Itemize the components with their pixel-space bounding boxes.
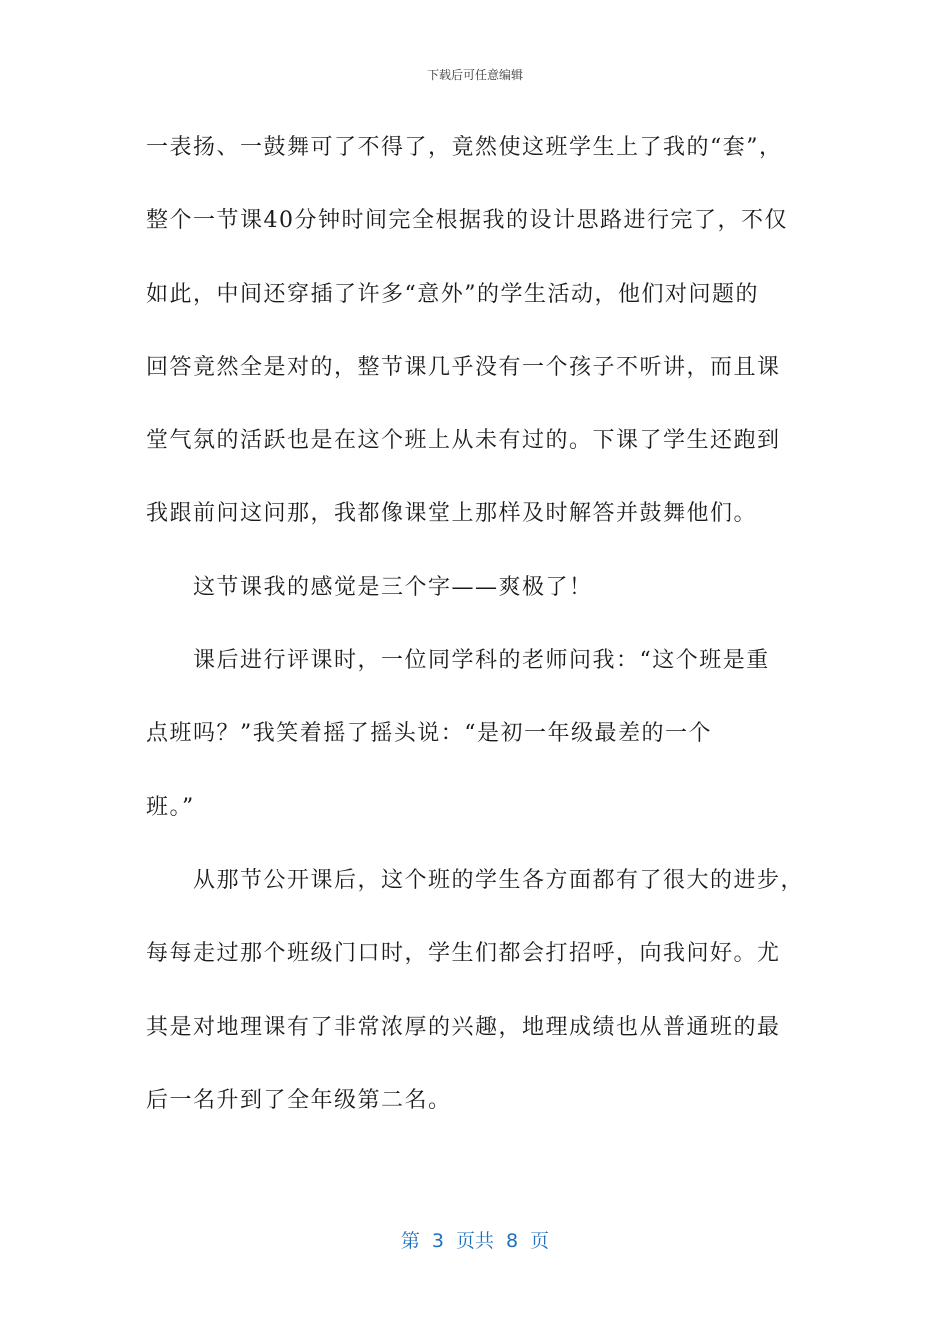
footer-current-page: 3 <box>431 1230 444 1252</box>
text-line: 后一名升到了全年级第二名。 <box>146 1087 452 1113</box>
text-line: 如此，中间还穿插了许多“意外”的学生活动，他们对问题的 <box>146 281 759 307</box>
text-line: 其是对地理课有了非常浓厚的兴趣，地理成绩也从普通班的最 <box>146 1014 781 1040</box>
document-body <box>146 124 810 1150</box>
text-line: 班。” <box>146 794 195 820</box>
page-footer <box>0 1226 950 1253</box>
text-line: 回答竟然全是对的，整节课几乎没有一个孩子不听讲，而且课 <box>146 354 781 380</box>
text-line: 每每走过那个班级门口时，学生们都会打招呼，向我问好。尤 <box>146 941 781 967</box>
download-note: 下载后可任意编辑 <box>426 68 523 82</box>
text-line: 课后进行评课时，一位同学科的老师问我：“这个班是重 <box>193 648 770 674</box>
footer-total-pages: 8 <box>506 1230 519 1252</box>
text-line: 从那节公开课后，这个班的学生各方面都有了很大的进步， <box>193 867 805 893</box>
footer-middle: 页共 <box>455 1230 494 1252</box>
text-line: 我跟前问这问那，我都像课堂上那样及时解答并鼓舞他们。 <box>146 501 758 527</box>
text-line: 这节课我的感觉是三个字——爽极了！ <box>193 574 593 600</box>
footer-suffix: 页 <box>530 1230 550 1252</box>
text-line: 一表扬、一鼓舞可了不得了，竟然使这班学生上了我的“套”， <box>146 135 783 160</box>
text-line: 堂气氛的活跃也是在这个班上从未有过的。下课了学生还跑到 <box>146 428 781 454</box>
text-line: 整个一节课40分钟时间完全根据我的设计思路进行完了，不仅 <box>146 208 788 234</box>
text-line: 点班吗？”我笑着摇了摇头说：“是初一年级最差的一个 <box>146 721 712 747</box>
footer-prefix: 第 <box>400 1230 420 1252</box>
